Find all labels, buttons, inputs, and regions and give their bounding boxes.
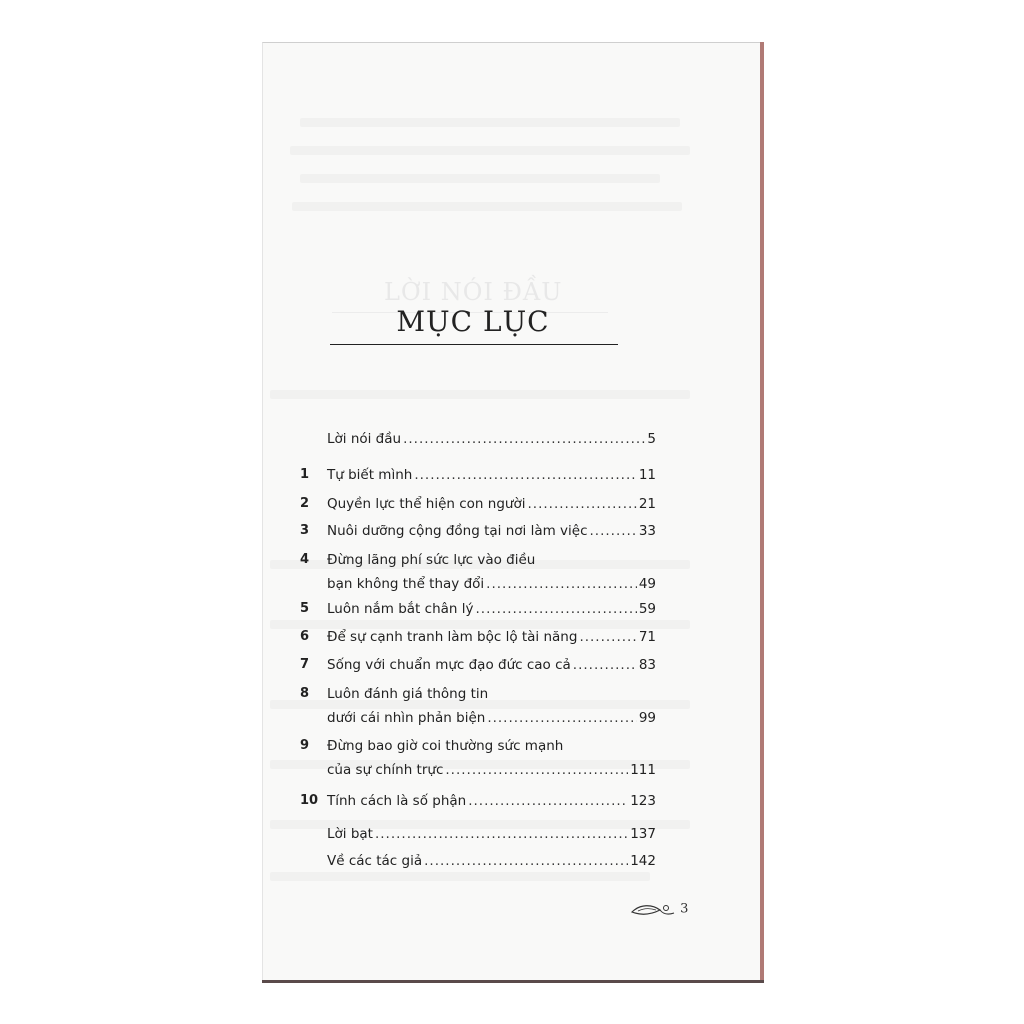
- dot-leader: [445, 761, 628, 779]
- chapter-number: 10: [300, 793, 319, 808]
- show-through-text: [290, 146, 690, 155]
- page-ref: 137: [630, 826, 656, 842]
- show-through-heading: LỜI NÓI ĐẦU: [384, 278, 563, 306]
- chapter-number: 9: [300, 738, 310, 753]
- chapter-title: Tự biết mình: [327, 467, 413, 483]
- page-number: 3: [680, 901, 689, 917]
- page-ref: 111: [630, 762, 656, 778]
- chapter-number: 5: [300, 601, 310, 616]
- show-through-text: [270, 390, 690, 399]
- chapter-number: 1: [300, 467, 310, 482]
- chapter-title: Quyền lực thể hiện con người: [327, 496, 526, 512]
- chapter-number: 7: [300, 657, 310, 672]
- page-ref: 21: [638, 496, 656, 512]
- page-edge: [760, 42, 764, 982]
- chapter-title-line2: bạn không thể thay đổi: [327, 576, 485, 592]
- show-through-text: [270, 872, 650, 881]
- page-ref: 99: [638, 710, 656, 726]
- page-ref: 33: [638, 523, 656, 539]
- chapter-number: 8: [300, 686, 310, 701]
- dot-leader: [486, 575, 637, 593]
- chapter-title: Để sự cạnh tranh làm bộc lộ tài năng: [327, 629, 578, 645]
- page-footer: [630, 900, 688, 918]
- dot-leader: [403, 430, 645, 448]
- page-bottom-edge: [262, 980, 764, 983]
- page-ref: 49: [638, 576, 656, 592]
- chapter-title: Lời nói đầu: [327, 431, 402, 447]
- chapter-number: 4: [300, 552, 310, 567]
- dot-leader: [475, 600, 636, 618]
- chapter-title-line1: Đừng bao giờ coi thường sức mạnh: [327, 738, 564, 754]
- page-ref: 142: [630, 853, 656, 869]
- toc-title: MỤC LỤC: [396, 305, 550, 338]
- dot-leader: [487, 709, 637, 727]
- chapter-number: 2: [300, 496, 310, 511]
- page-ref: 71: [638, 629, 656, 645]
- dot-leader: [573, 656, 637, 674]
- title-rule: [330, 344, 618, 345]
- leaf-ornament-icon: [630, 902, 680, 917]
- chapter-title: Luôn nắm bắt chân lý: [327, 601, 474, 617]
- chapter-title-line2: của sự chính trực: [327, 762, 444, 778]
- page-ref: 83: [638, 657, 656, 673]
- page-ref: 123: [630, 793, 656, 809]
- chapter-title: Sống với chuẩn mực đạo đức cao cả: [327, 657, 571, 673]
- chapter-title: Lời bạt: [327, 826, 373, 842]
- show-through-text: [292, 202, 682, 211]
- dot-leader: [590, 522, 637, 540]
- chapter-number: 3: [300, 523, 310, 538]
- dot-leader: [414, 466, 636, 484]
- dot-leader: [468, 792, 628, 810]
- chapter-title: Tính cách là số phận: [327, 793, 467, 809]
- page-ref: 11: [638, 467, 656, 483]
- show-through-text: [300, 174, 660, 183]
- chapter-title: Về các tác giả: [327, 853, 423, 869]
- page-ref: 5: [647, 431, 656, 447]
- page-ref: 59: [638, 601, 656, 617]
- chapter-title-line1: Đừng lãng phí sức lực vào điều: [327, 552, 536, 568]
- chapter-title-line1: Luôn đánh giá thông tin: [327, 686, 489, 702]
- show-through-text: [300, 118, 680, 127]
- dot-leader: [375, 825, 628, 843]
- chapter-title-line2: dưới cái nhìn phản biện: [327, 710, 486, 726]
- dot-leader: [579, 628, 636, 646]
- chapter-title: Nuôi dưỡng cộng đồng tại nơi làm việc: [327, 523, 588, 539]
- dot-leader: [424, 852, 628, 870]
- dot-leader: [527, 495, 636, 513]
- chapter-number: 6: [300, 629, 310, 644]
